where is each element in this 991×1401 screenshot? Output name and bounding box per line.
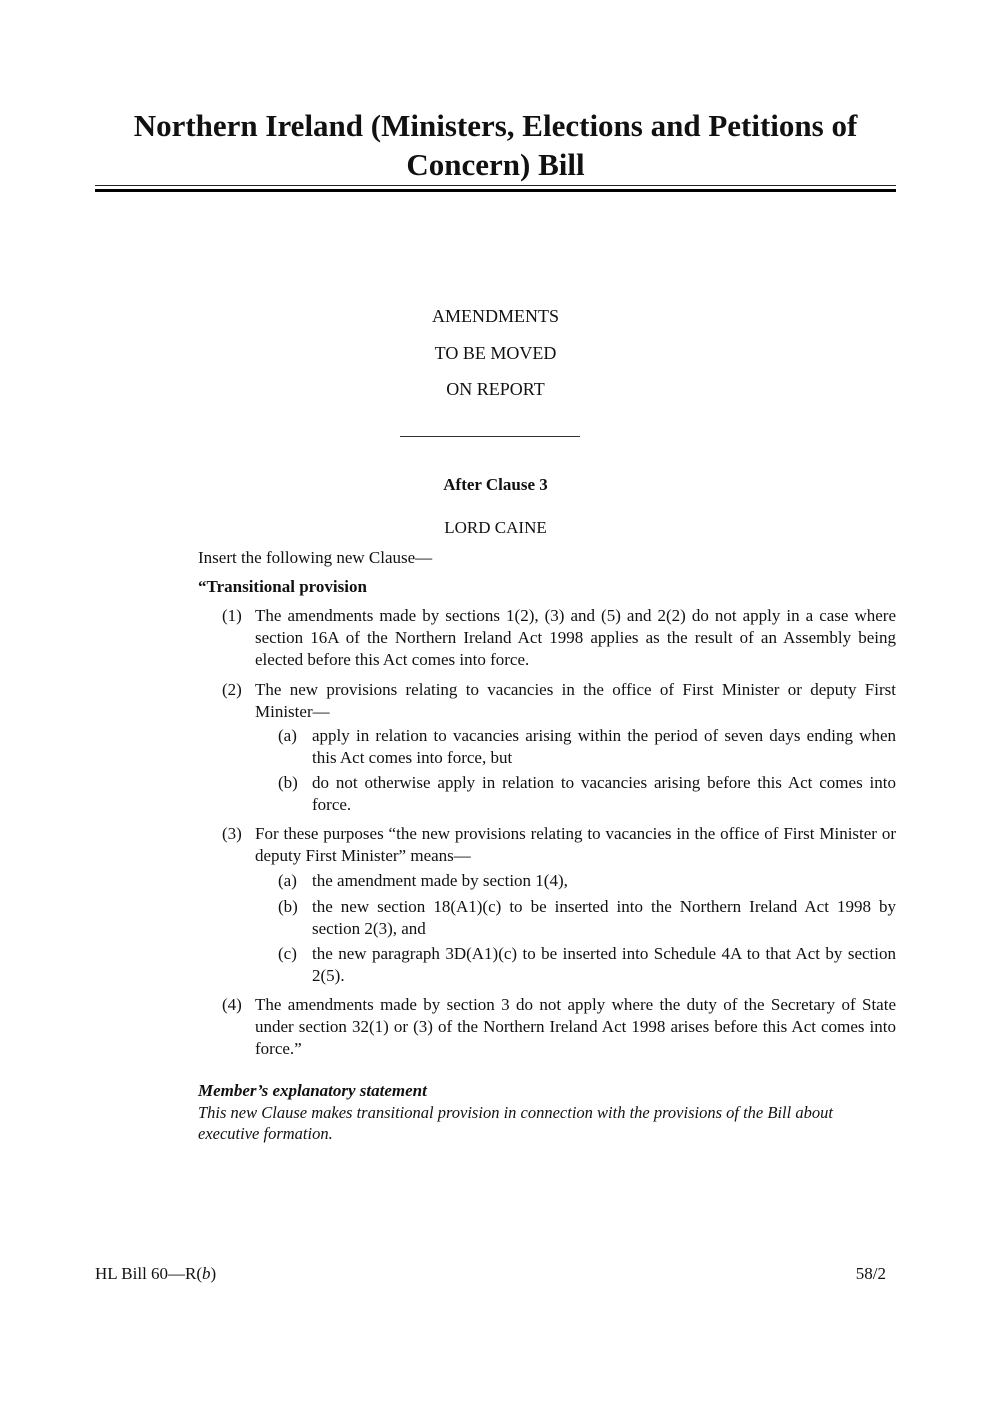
paragraph-2: [222, 679, 896, 723]
explanatory-text: This new Clause makes transitional provision in connection with the provisions of the Bill about executive formation.: [198, 1103, 833, 1143]
paragraph-text: The new provisions relating to vacancies in the office of First Minister or deputy First Minister—: [255, 680, 896, 721]
explanatory-heading: Member’s explanatory statement: [198, 1081, 427, 1100]
subparagraph-number: (a): [278, 726, 297, 745]
page-reference: 58/2: [855, 1264, 886, 1283]
paragraph-text: The amendments made by section 3 do not apply where the duty of the Secretary of State under section 32(1) or (3) of the Northern Ireland Act 1998 arises before this Act comes into force.”: [255, 995, 896, 1058]
subparagraph-text: apply in relation to vacancies arising within the period of seven days ending when this Act comes into force, but: [312, 726, 896, 767]
clause-title: “Transitional provision: [198, 577, 367, 596]
paragraph-1: [222, 605, 896, 671]
heading-line-1: AMENDMENTS: [431, 306, 559, 326]
subparagraph-text: do not otherwise apply in relation to vacancies arising before this Act comes into force.: [312, 773, 896, 814]
title-rule-thick: [95, 189, 896, 192]
paragraph-text: The amendments made by sections 1(2), (3) and (5) and 2(2) do not apply in a case where section 16A of the Northern Ireland Act 1998 applies as the result of an Assembly being elected before this Act comes into force.: [255, 606, 896, 669]
title-rule-thin: [95, 185, 896, 186]
bill-reference: [95, 1264, 216, 1284]
subparagraph-text: the new paragraph 3D(A1)(c) to be inserted into Schedule 4A to that Act by section 2(5).: [312, 944, 896, 985]
subparagraph-3c: [278, 943, 896, 987]
paragraph-number: (3): [222, 824, 242, 843]
divider-rule: [400, 436, 580, 437]
subparagraph-2a: [278, 725, 896, 769]
subparagraph-3b: [278, 896, 896, 940]
paragraph-text: For these purposes “the new provisions relating to vacancies in the office of First Minister or deputy First Minister” means—: [255, 824, 896, 865]
subparagraph-number: (b): [278, 773, 298, 792]
subparagraph-text: the new section 18(A1)(c) to be inserted into the Northern Ireland Act 1998 by section 2(3), and: [312, 897, 896, 938]
bill-reference-text: HL Bill 60—R(: [95, 1264, 203, 1283]
intro-text: Insert the following new Clause—: [198, 548, 433, 567]
subparagraph-text: the amendment made by section 1(4),: [312, 871, 568, 890]
subparagraph-3a: [278, 870, 896, 892]
bill-reference-letter: b: [202, 1264, 211, 1283]
section-heading: After Clause 3: [443, 475, 548, 494]
subparagraph-number: (b): [278, 897, 298, 916]
paragraph-number: (1): [222, 606, 242, 625]
paragraph-3: [222, 823, 896, 867]
member-name: LORD CAINE: [444, 518, 547, 537]
subparagraph-number: (c): [278, 944, 297, 963]
paragraph-number: (4): [222, 995, 242, 1014]
paragraph-number: (2): [222, 680, 242, 699]
heading-line-3: ON REPORT: [446, 379, 545, 399]
bill-reference-end: ): [210, 1264, 217, 1283]
subparagraph-2b: [278, 772, 896, 816]
subparagraph-number: (a): [278, 871, 297, 890]
heading-line-2: TO BE MOVED: [434, 343, 557, 363]
paragraph-4: [222, 994, 896, 1060]
bill-title: Northern Ireland (Ministers, Elections and Petitions of Concern) Bill: [133, 108, 858, 182]
